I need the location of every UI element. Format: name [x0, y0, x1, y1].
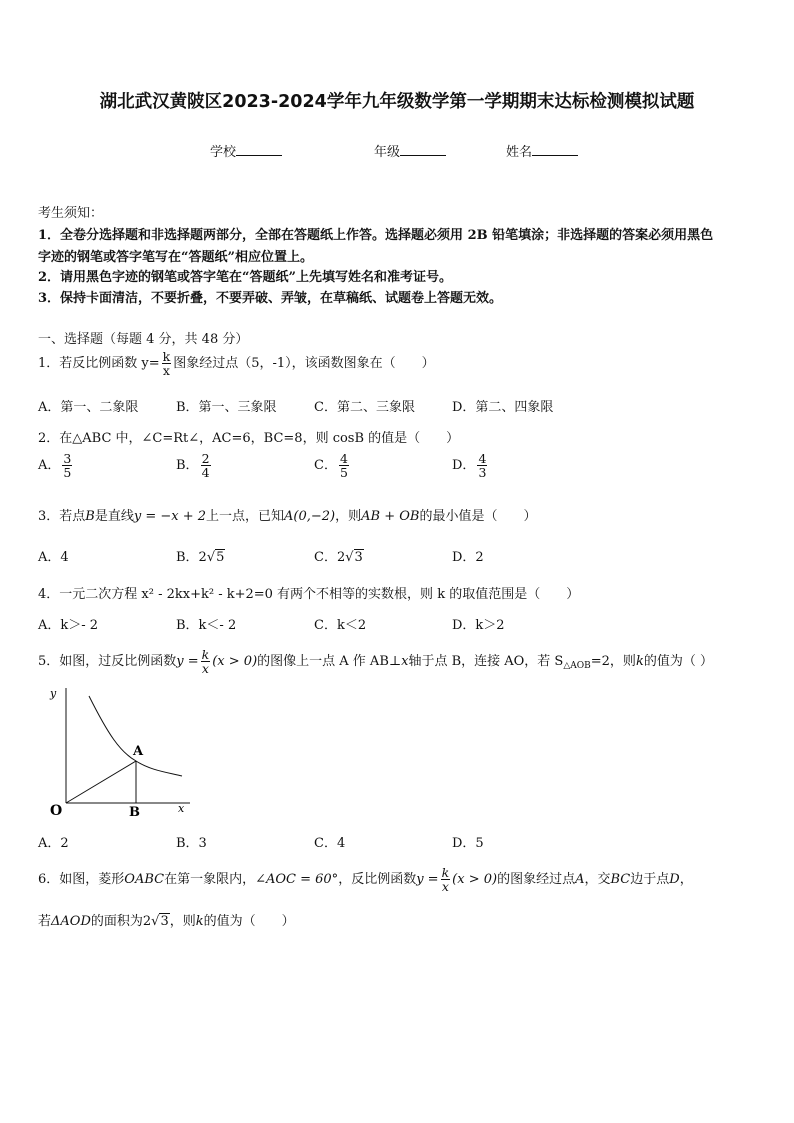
- q3-c-rad: 3: [354, 550, 363, 565]
- q2-c-frac: [339, 452, 349, 479]
- question-2: 2．在△ABC 中，∠C=Rt∠，AC=6，BC=8，则 cosB 的值是（ ）: [38, 431, 460, 446]
- q6-BC: BC: [610, 872, 631, 888]
- q2-option-a[interactable]: [38, 452, 74, 479]
- q5-k: k: [635, 654, 644, 670]
- q6-t6: 边于点: [630, 872, 670, 888]
- notice-item-2: 2．请用黑色字迹的钢笔或答字笔在“答题纸”上先填写姓名和准考证号。: [38, 270, 453, 285]
- q3-t1: 3．若点: [38, 509, 86, 524]
- q6-t3: ，反比例函数: [338, 872, 417, 888]
- q2-b-num: 2: [201, 451, 210, 466]
- q2-option-d[interactable]: [452, 452, 489, 479]
- q3-expr: AB + OB: [361, 509, 420, 524]
- grade-blank[interactable]: [400, 143, 446, 156]
- q3-b-label: B．2: [176, 550, 207, 565]
- question-4: 4．一元二次方程 x² - 2kx+k² - k+2=0 有两个不相等的实数根，则 k 的取值范围是（ ）: [38, 587, 580, 602]
- q3-B: B: [85, 509, 95, 524]
- q1-option-d[interactable]: D．第二、四象限: [452, 400, 554, 415]
- q2-d-num: 4: [478, 451, 487, 466]
- q3-t3: 上一点，已知: [206, 509, 285, 524]
- q5-cond: (x > 0): [212, 654, 258, 670]
- q5-t1: 5．如图，过反比例函数: [38, 654, 177, 670]
- q2-d-frac: [477, 452, 487, 479]
- q6-l2-t2: 的面积为: [90, 914, 143, 929]
- graph-y-label: y: [50, 687, 57, 700]
- grade-label: 年级: [374, 145, 401, 160]
- q4-option-c[interactable]: C．k＜2: [314, 618, 367, 633]
- q2-b-label: B．: [176, 458, 199, 474]
- q6-k: k: [195, 914, 204, 929]
- q2-a-den: 5: [63, 465, 72, 481]
- q6-rh: OABC: [124, 872, 165, 888]
- q2-a-num: 3: [63, 451, 72, 466]
- q3-option-d[interactable]: D．2: [452, 550, 484, 565]
- segment-ao: [66, 761, 136, 803]
- q6-rad: 3: [160, 914, 169, 929]
- q3-b-rad: 5: [216, 550, 225, 565]
- q3-t5: 的最小值是（ ）: [419, 509, 537, 524]
- q4-option-a[interactable]: A．k＞- 2: [38, 618, 99, 633]
- q2-b-frac: [201, 452, 211, 479]
- graph-x-label: x: [178, 802, 185, 815]
- q5-frac: [201, 648, 211, 675]
- graph-point-a: A: [133, 744, 144, 759]
- q2-a-label: A．: [38, 458, 61, 474]
- q5-num: k: [201, 647, 210, 662]
- q3-option-c[interactable]: C．2√3: [314, 550, 363, 565]
- q3-t2: 是直线: [94, 509, 134, 524]
- q2-option-b[interactable]: [176, 452, 213, 479]
- school-blank[interactable]: [236, 143, 282, 156]
- q1-option-b[interactable]: B．第一、三象限: [176, 400, 277, 415]
- notice-heading: 考生须知：: [38, 206, 104, 221]
- q3-line: y = −x + 2: [133, 509, 207, 524]
- q2-d-den: 3: [478, 465, 487, 481]
- notice-item-1: 1．全卷分选择题和非选择题两部分，全部在答题纸上作答。选择题必须用 2B 铅笔填涂；非选择题的答案必须用黑色: [38, 228, 714, 243]
- q5-t5: 的值为（ ）: [643, 654, 713, 670]
- q6-A: A: [575, 872, 585, 888]
- name-label: 姓名: [506, 145, 533, 160]
- name-field[interactable]: [506, 141, 578, 160]
- q1-option-a[interactable]: A．第一、二象限: [38, 400, 139, 415]
- question-3: [38, 505, 536, 524]
- q6-l2-t1: 若: [38, 914, 52, 929]
- notice-item-3: 3．保持卡面清洁，不要折叠，不要弄破、弄皱，在草稿纸、试题卷上答题无效。: [38, 291, 503, 306]
- q6-t7: ，: [679, 872, 693, 888]
- grade-field[interactable]: [374, 141, 446, 160]
- q1-option-c[interactable]: C．第二、三象限: [314, 400, 415, 415]
- notice-item-1b: 字迹的钢笔或答字笔写在“答题纸”相应位置上。: [38, 250, 313, 265]
- q6-t2: 在第一象限内，: [164, 872, 256, 888]
- q6-den: x: [441, 879, 449, 895]
- q6-l2-t4: 的值为（ ）: [203, 914, 295, 929]
- q2-c-label: C．: [314, 458, 337, 474]
- q2-b-den: 4: [201, 465, 210, 481]
- q5-t3: 轴于点 B，连接 AO，若 S: [408, 654, 564, 670]
- school-field[interactable]: [210, 141, 282, 160]
- q6-D: D: [669, 872, 680, 888]
- q2-option-c[interactable]: [314, 452, 351, 479]
- q3-c-label: C．2: [314, 550, 346, 565]
- q6-l2-t3: ，则: [169, 914, 196, 929]
- q2-c-num: 4: [339, 451, 348, 466]
- section-heading: 一、选择题（每题 4 分，共 48 分）: [38, 332, 249, 347]
- q5-option-d[interactable]: D．5: [452, 836, 484, 851]
- q6-cond: (x > 0): [452, 872, 498, 888]
- q5-y: y =: [176, 654, 199, 670]
- q5-graph: [40, 682, 200, 822]
- q2-a-frac: [62, 452, 72, 479]
- q5-t4: =2，则: [590, 654, 636, 670]
- question-6-line2: 若ΔAOD的面积为2√3，则k的值为（ ）: [38, 914, 295, 929]
- q6-y: y =: [416, 872, 439, 888]
- question-6: [38, 866, 693, 893]
- q4-option-d[interactable]: D．k＞2: [452, 618, 505, 633]
- q6-tri: ΔAOD: [51, 914, 91, 929]
- q6-ang: ∠AOC = 60°: [255, 872, 339, 888]
- q1-den: x: [162, 363, 170, 379]
- q1-num: k: [162, 349, 171, 364]
- q5-option-a[interactable]: A．2: [38, 836, 69, 851]
- q2-d-label: D．: [452, 458, 476, 474]
- q3-t4: ，则: [335, 509, 362, 524]
- q5-den: x: [201, 661, 209, 677]
- q5-t2: 的图像上一点 A 作 AB⊥: [257, 654, 402, 670]
- q5-option-b[interactable]: B．3: [176, 836, 207, 851]
- q6-frac: [441, 866, 451, 893]
- q1-stem-end: 图象经过点（5，-1），该函数图象在（ ）: [173, 356, 435, 372]
- q6-t1: 6．如图，菱形: [38, 872, 125, 888]
- page-title: 湖北武汉黄陂区2023-2024学年九年级数学第一学期期末达标检测模拟试题: [99, 92, 695, 112]
- q4-option-b[interactable]: B．k＜- 2: [176, 618, 237, 633]
- q3-option-b[interactable]: B．2√5: [176, 550, 225, 565]
- graph-origin-label: O: [50, 803, 63, 819]
- q3-option-a[interactable]: A．4: [38, 550, 69, 565]
- q5-option-c[interactable]: C．4: [314, 836, 346, 851]
- q6-t5: ，交: [584, 872, 611, 888]
- q1-fraction: [162, 350, 172, 377]
- school-label: 学校: [210, 145, 237, 160]
- q2-c-den: 5: [339, 465, 348, 481]
- q6-two: 2: [142, 914, 152, 929]
- graph-point-b: B: [129, 805, 140, 820]
- q3-A: A(0,−2): [284, 509, 336, 524]
- q1-stem: 1．若反比例函数 y=: [38, 356, 160, 372]
- q6-t4: 的图象经过点: [497, 872, 576, 888]
- q5-x: x: [401, 654, 409, 670]
- q5-sub: △AOB: [563, 661, 591, 672]
- question-1: [38, 350, 435, 377]
- name-blank[interactable]: [532, 143, 578, 156]
- q6-num: k: [441, 865, 450, 880]
- question-5: [38, 648, 713, 675]
